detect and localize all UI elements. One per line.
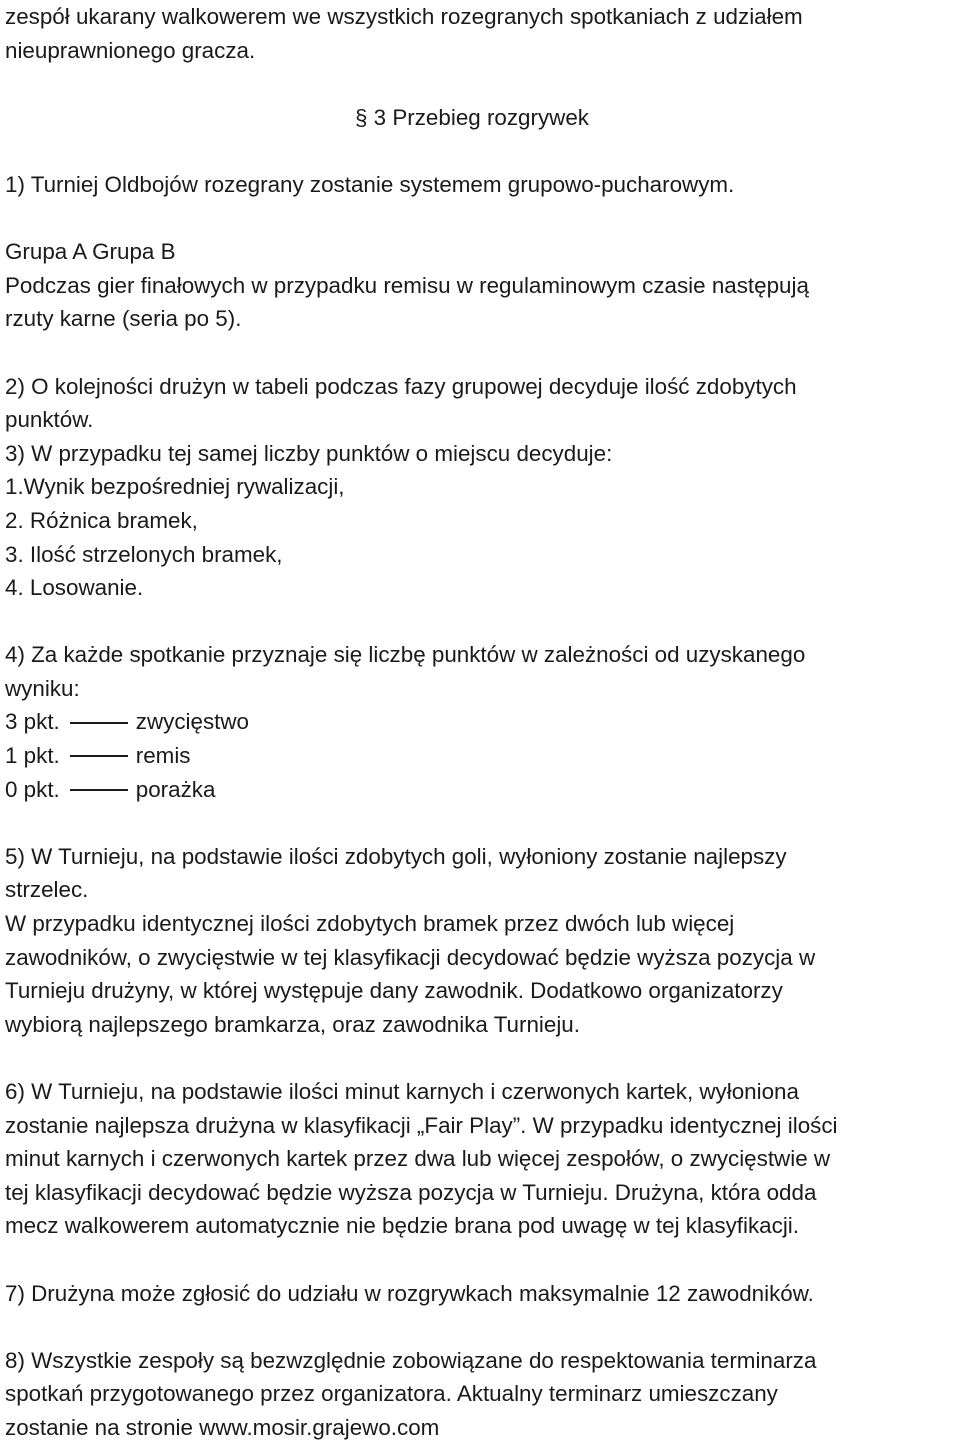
paragraph-8-line: 8) Wszystkie zespoły są bezwzględnie zobowiązane do respektowania terminarza — [5, 1347, 817, 1373]
paragraph-7: 7) Drużyna może zgłosić do udziału w rozgrywkach maksymalnie 12 zawodników. — [5, 1280, 814, 1306]
dash-line — [70, 722, 128, 724]
paragraph-6-line: mecz walkowerem automatycznie nie będzie brana pod uwagę w tej klasyfikacji. — [5, 1213, 800, 1239]
points-result: zwycięstwo — [135, 709, 249, 735]
dash-line — [70, 755, 128, 757]
paragraph-4-line: 4) Za każde spotkanie przyznaje się liczbę punktów w zależności od uzyskanego — [5, 642, 806, 668]
paragraph-1: 1) Turniej Oldbojów rozegrany zostanie systemem grupowo-pucharowym. — [5, 171, 735, 197]
document-page — [5, 0, 957, 1445]
paragraph-5-line: zawodników, o zwycięstwie w tej klasyfikacji decydować będzie wyższa pozycja w — [5, 944, 816, 970]
points-row — [5, 705, 957, 739]
finals-line: Podczas gier finałowych w przypadku remisu w regulaminowym czasie następują — [5, 272, 809, 298]
paragraph-5-line: wybiorą najlepszego bramkarza, oraz zawodnika Turnieju. — [5, 1011, 580, 1037]
paragraph-6-line: 6) W Turnieju, na podstawie ilości minut karnych i czerwonych kartek, wyłoniona — [5, 1079, 799, 1104]
paragraph-6-line: tej klasyfikacji decydować będzie wyższa pozycja w Turnieju. Drużyna, która odda — [5, 1179, 817, 1205]
paragraph-4-line: wyniku: — [5, 675, 80, 701]
paragraph-5-line: 5) W Turnieju, na podstawie ilości zdobytych goli, wyłoniony zostanie najlepszy — [5, 843, 787, 869]
finals-line: rzuty karne (seria po 5). — [5, 306, 242, 332]
paragraph-8-line: spotkań przygotowanego przez organizatora. Aktualny terminarz umieszczany — [5, 1381, 778, 1407]
paragraph-2-line: punktów. — [5, 407, 94, 433]
intro-line: zespół ukarany walkowerem we wszystkich rozegranych spotkaniach z udziałem — [5, 4, 803, 29]
paragraph-5-line: Turnieju drużyny, w której występuje dany zawodnik. Dodatkowo organizatorzy — [5, 978, 783, 1004]
section-title: § 3 Przebieg rozgrywek — [355, 104, 589, 130]
points-value: 3 pkt. — [5, 709, 60, 735]
groups-line: Grupa A Grupa B — [5, 239, 176, 265]
criteria-item: 4. Losowanie. — [5, 575, 144, 601]
criteria-item: 1.Wynik bezpośredniej rywalizacji, — [5, 474, 345, 500]
paragraph-6-line: minut karnych i czerwonych kartek przez dwa lub więcej zespołów, o zwycięstwie w — [5, 1146, 831, 1172]
criteria-item: 2. Różnica bramek, — [5, 507, 198, 533]
intro-line: nieuprawnionego gracza. — [5, 37, 256, 63]
points-value: 1 pkt. — [5, 743, 60, 769]
points-result: remis — [135, 743, 191, 769]
paragraph-3: 3) W przypadku tej samej liczby punktów o miejscu decyduje: — [5, 440, 613, 466]
points-value: 0 pkt. — [5, 776, 60, 802]
points-row — [5, 739, 957, 773]
points-result: porażka — [135, 776, 216, 802]
dash-line — [70, 789, 128, 791]
points-row — [5, 773, 957, 807]
paragraph-2-line: 2) O kolejności drużyn w tabeli podczas fazy grupowej decyduje ilość zdobytych — [5, 373, 797, 399]
criteria-item: 3. Ilość strzelonych bramek, — [5, 541, 283, 567]
paragraph-6-line: zostanie najlepsza drużyna w klasyfikacji „Fair Play”. W przypadku identycznej ilości — [5, 1112, 838, 1138]
paragraph-8-line: zostanie na stronie www.mosir.grajewo.com — [5, 1414, 440, 1440]
paragraph-5-line: strzelec. — [5, 877, 89, 903]
paragraph-5-line: W przypadku identycznej ilości zdobytych bramek przez dwóch lub więcej — [5, 911, 735, 937]
